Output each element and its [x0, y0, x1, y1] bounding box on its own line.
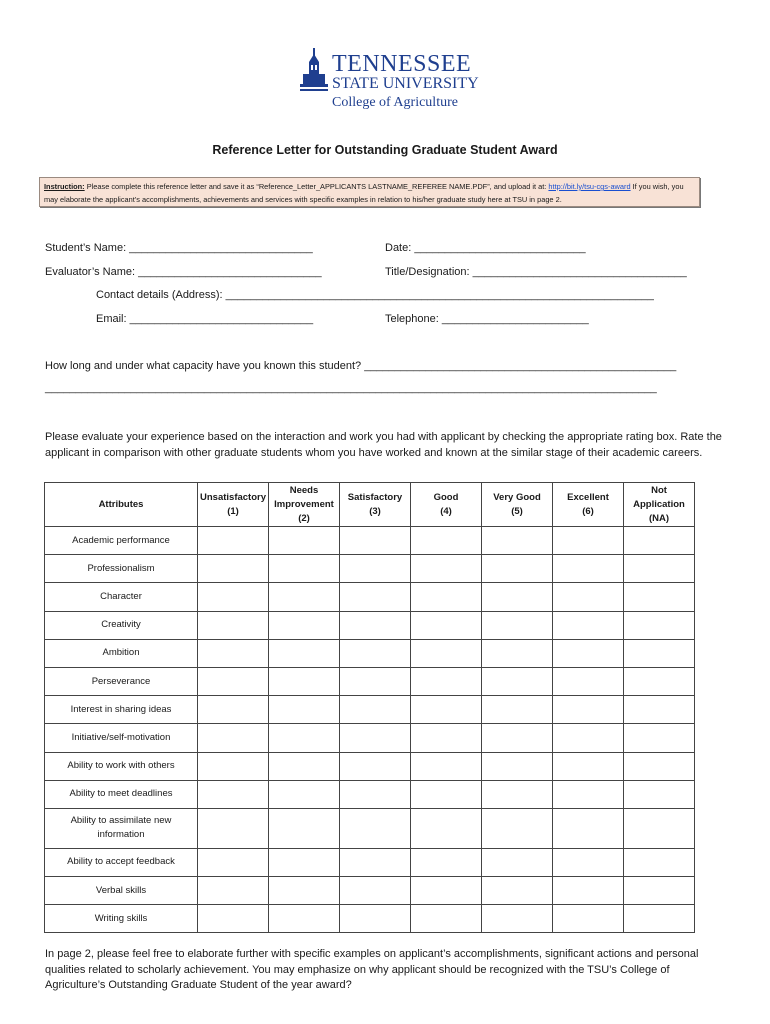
rating-checkbox-cell[interactable]: [553, 527, 624, 555]
rating-checkbox-cell[interactable]: [411, 848, 482, 876]
rating-checkbox-cell[interactable]: [482, 848, 553, 876]
rating-checkbox-cell[interactable]: [340, 780, 411, 808]
rating-header-text: (2): [298, 512, 310, 524]
known-duration-answer-line[interactable]: ____________________________________________________________________________________________________: [45, 382, 657, 394]
rating-checkbox-cell[interactable]: [269, 808, 340, 848]
rating-checkbox-cell[interactable]: [340, 555, 411, 583]
rating-checkbox-cell[interactable]: [198, 848, 269, 876]
rating-checkbox-cell[interactable]: [411, 527, 482, 555]
rating-table: [44, 482, 695, 933]
rating-checkbox-cell[interactable]: [553, 611, 624, 639]
attribute-cell: [45, 583, 198, 611]
table-row: [45, 724, 695, 752]
instruction-label: Instruction:: [44, 182, 85, 191]
rating-checkbox-cell[interactable]: [482, 877, 553, 905]
rating-header-text: (3): [369, 505, 381, 517]
known-duration-question[interactable]: How long and under what capacity have you known this student? ___________________________________________________: [45, 360, 677, 372]
rating-checkbox-cell[interactable]: [340, 905, 411, 933]
table-row: [45, 877, 695, 905]
rating-checkbox-cell[interactable]: [269, 905, 340, 933]
rating-checkbox-cell[interactable]: [624, 724, 695, 752]
table-row: [45, 555, 695, 583]
rating-checkbox-cell[interactable]: [198, 583, 269, 611]
tower-emblem-icon: [300, 48, 330, 92]
rating-checkbox-cell[interactable]: [269, 877, 340, 905]
table-row: [45, 848, 695, 876]
instruction-text-1: Please complete this reference letter and save it as “Reference_Letter_APPLICANTS LASTNAME_REFEREE NAME.PDF”, and upload it at:: [84, 182, 549, 191]
title-designation-field[interactable]: Title/Designation: ___________________________________: [385, 266, 687, 278]
attribute-label: Creativity: [101, 619, 141, 631]
attribute-label: Ability to meet deadlines: [69, 788, 173, 800]
rating-checkbox-cell[interactable]: [269, 583, 340, 611]
rating-checkbox-cell[interactable]: [624, 555, 695, 583]
rating-checkbox-cell[interactable]: [198, 905, 269, 933]
rating-checkbox-cell[interactable]: [553, 555, 624, 583]
rating-checkbox-cell[interactable]: [482, 555, 553, 583]
rating-checkbox-cell[interactable]: [340, 752, 411, 780]
elaboration-instructions: In page 2, please feel free to elaborate further with specific examples on applicant’s accomplishments, significant actions and personal qualities related to scholarly achievement. You may emphasize on why applicant should be recognized with the TSU’s College of Agriculture’s Outstanding Graduate Student of the year award?: [45, 948, 699, 991]
rating-checkbox-cell[interactable]: [411, 905, 482, 933]
rating-checkbox-cell[interactable]: [624, 780, 695, 808]
rating-checkbox-cell[interactable]: [198, 611, 269, 639]
rating-header-text: Satisfactory: [347, 491, 403, 503]
attribute-label: Professionalism: [87, 562, 155, 574]
rating-checkbox-cell[interactable]: [340, 639, 411, 667]
rating-header-text: (1): [227, 505, 239, 517]
rating-header-text: (4): [440, 505, 452, 517]
rating-checkbox-cell[interactable]: [340, 696, 411, 724]
rating-checkbox-cell[interactable]: [340, 724, 411, 752]
rating-header: [198, 483, 269, 527]
rating-header-text: Not: [651, 484, 667, 496]
attribute-cell: [45, 527, 198, 555]
rating-checkbox-cell[interactable]: [411, 639, 482, 667]
rating-checkbox-cell[interactable]: [198, 877, 269, 905]
attribute-label: Academic performance: [72, 534, 170, 546]
attribute-label: Ability to work with others: [67, 760, 175, 772]
telephone-field[interactable]: Telephone: ________________________: [385, 313, 589, 325]
rating-header: [411, 483, 482, 527]
attribute-label: Ambition: [102, 647, 140, 659]
rating-header-text: (6): [582, 505, 594, 517]
rating-checkbox-cell[interactable]: [482, 724, 553, 752]
attribute-cell: [45, 555, 198, 583]
rating-checkbox-cell[interactable]: [553, 905, 624, 933]
university-logo: [300, 48, 500, 110]
rating-checkbox-cell[interactable]: [269, 611, 340, 639]
date-field[interactable]: Date: ____________________________: [385, 242, 586, 254]
table-row: [45, 611, 695, 639]
rating-header: [482, 483, 553, 527]
table-row: [45, 696, 695, 724]
rating-checkbox-cell[interactable]: [269, 780, 340, 808]
rating-checkbox-cell[interactable]: [624, 752, 695, 780]
rating-header: [553, 483, 624, 527]
rating-checkbox-cell[interactable]: [553, 877, 624, 905]
rating-header-text: (5): [511, 505, 523, 517]
rating-checkbox-cell[interactable]: [411, 611, 482, 639]
rating-checkbox-cell[interactable]: [269, 667, 340, 695]
attribute-label-continued: information: [97, 829, 145, 841]
rating-checkbox-cell[interactable]: [624, 527, 695, 555]
rating-checkbox-cell[interactable]: [269, 848, 340, 876]
table-row: [45, 639, 695, 667]
attribute-label: Verbal skills: [95, 884, 147, 896]
rating-checkbox-cell[interactable]: [340, 611, 411, 639]
attribute-cell: [45, 848, 198, 876]
table-row: [45, 583, 695, 611]
instruction-box: [39, 177, 700, 207]
rating-checkbox-cell[interactable]: [411, 583, 482, 611]
attribute-label: Ability to assimilate new: [70, 815, 172, 827]
attribute-label: Character: [100, 590, 142, 602]
table-row: [45, 808, 695, 848]
rating-checkbox-cell[interactable]: [482, 611, 553, 639]
table-row: [45, 527, 695, 555]
student-name-field[interactable]: Student’s Name: ______________________________: [45, 242, 313, 254]
logo-line-3: College of Agriculture: [332, 95, 458, 110]
rating-header: [340, 483, 411, 527]
rating-checkbox-cell[interactable]: [482, 808, 553, 848]
rating-header-text: Excellent: [567, 491, 609, 503]
rating-checkbox-cell[interactable]: [411, 555, 482, 583]
attribute-label: Writing skills: [94, 912, 148, 924]
rating-checkbox-cell[interactable]: [198, 724, 269, 752]
rating-checkbox-cell[interactable]: [269, 724, 340, 752]
rating-checkbox-cell[interactable]: [411, 667, 482, 695]
page-title: Reference Letter for Outstanding Graduate Student Award: [212, 143, 558, 157]
rating-checkbox-cell[interactable]: [269, 639, 340, 667]
instruction-text-2: If you wish, you may elaborate the applicant’s accomplishments, achievements and services with specific examples in relation to his/her graduate study here at TSU in page 2.: [44, 182, 684, 204]
rating-checkbox-cell[interactable]: [411, 780, 482, 808]
rating-table-body: [45, 527, 695, 933]
rating-header-text: (NA): [648, 512, 670, 524]
rating-checkbox-cell[interactable]: [482, 780, 553, 808]
rating-checkbox-cell[interactable]: [624, 667, 695, 695]
attribute-cell: [45, 696, 198, 724]
rating-checkbox-cell[interactable]: [198, 780, 269, 808]
rating-checkbox-cell[interactable]: [624, 696, 695, 724]
email-field[interactable]: Email: ______________________________: [96, 313, 314, 325]
attributes-header: Attributes: [45, 483, 198, 527]
rating-checkbox-cell[interactable]: [553, 780, 624, 808]
rating-checkbox-cell[interactable]: [482, 527, 553, 555]
rating-checkbox-cell[interactable]: [482, 752, 553, 780]
rating-checkbox-cell[interactable]: [198, 639, 269, 667]
attribute-cell: [45, 667, 198, 695]
table-header-row: [45, 483, 695, 527]
rating-checkbox-cell[interactable]: [269, 696, 340, 724]
rating-checkbox-cell[interactable]: [198, 808, 269, 848]
rating-checkbox-cell[interactable]: [624, 905, 695, 933]
table-row: [45, 905, 695, 933]
attribute-cell: [45, 808, 198, 848]
evaluation-instructions: Please evaluate your experience based on the interaction and work you had with applicant by checking the appropriate rating box. Rate the applicant in comparison with other graduate students whom you have worked and known at the similar stage of their academic careers.: [45, 431, 722, 459]
rating-checkbox-cell[interactable]: [624, 639, 695, 667]
rating-header-text: Good: [433, 491, 459, 503]
rating-checkbox-cell[interactable]: [482, 583, 553, 611]
rating-checkbox-cell[interactable]: [482, 696, 553, 724]
rating-checkbox-cell[interactable]: [624, 877, 695, 905]
attribute-cell: [45, 752, 198, 780]
rating-checkbox-cell[interactable]: [340, 877, 411, 905]
attribute-label: Ability to accept feedback: [67, 856, 175, 868]
rating-header-text: Unsatisfactory: [200, 491, 266, 503]
attribute-cell: [45, 877, 198, 905]
attribute-cell: [45, 611, 198, 639]
rating-checkbox-cell[interactable]: [482, 905, 553, 933]
rating-checkbox-cell[interactable]: [340, 667, 411, 695]
rating-checkbox-cell[interactable]: [340, 808, 411, 848]
logo-line-2: STATE UNIVERSITY: [332, 75, 479, 92]
logo-line-1: TENNESSEE: [332, 51, 472, 77]
rating-header: [624, 483, 695, 527]
rating-checkbox-cell[interactable]: [198, 696, 269, 724]
upload-link[interactable]: http://bit.ly/tsu-cgs-award: [548, 182, 631, 191]
rating-checkbox-cell[interactable]: [411, 696, 482, 724]
attribute-cell: [45, 780, 198, 808]
rating-header-text: Needs: [289, 484, 319, 496]
table-row: [45, 667, 695, 695]
rating-checkbox-cell[interactable]: [198, 555, 269, 583]
rating-checkbox-cell[interactable]: [411, 877, 482, 905]
rating-checkbox-cell[interactable]: [553, 667, 624, 695]
attribute-cell: [45, 639, 198, 667]
rating-checkbox-cell[interactable]: [198, 667, 269, 695]
rating-header: [269, 483, 340, 527]
rating-checkbox-cell[interactable]: [411, 808, 482, 848]
rating-checkbox-cell[interactable]: [553, 583, 624, 611]
rating-checkbox-cell[interactable]: [624, 583, 695, 611]
rating-checkbox-cell[interactable]: [411, 752, 482, 780]
rating-checkbox-cell[interactable]: [553, 752, 624, 780]
attribute-label: Interest in sharing ideas: [70, 703, 172, 715]
rating-checkbox-cell[interactable]: [340, 583, 411, 611]
rating-checkbox-cell[interactable]: [269, 527, 340, 555]
rating-checkbox-cell[interactable]: [340, 527, 411, 555]
table-row: [45, 752, 695, 780]
rating-checkbox-cell[interactable]: [482, 639, 553, 667]
attribute-label: Perseverance: [91, 675, 151, 687]
contact-address-field[interactable]: Contact details (Address): ______________________________________________________________________: [96, 289, 654, 301]
rating-checkbox-cell[interactable]: [624, 848, 695, 876]
attribute-cell: [45, 724, 198, 752]
rating-header-text: Application: [633, 498, 685, 510]
rating-checkbox-cell[interactable]: [269, 752, 340, 780]
rating-checkbox-cell[interactable]: [624, 808, 695, 848]
rating-header-text: Very Good: [493, 491, 541, 503]
rating-checkbox-cell[interactable]: [482, 667, 553, 695]
evaluator-name-field[interactable]: Evaluator’s Name: ______________________________: [45, 266, 322, 278]
rating-checkbox-cell[interactable]: [553, 808, 624, 848]
rating-checkbox-cell[interactable]: [553, 848, 624, 876]
rating-checkbox-cell[interactable]: [340, 848, 411, 876]
attribute-label: Initiative/self-motivation: [71, 731, 171, 743]
rating-checkbox-cell[interactable]: [553, 639, 624, 667]
rating-checkbox-cell[interactable]: [411, 724, 482, 752]
rating-checkbox-cell[interactable]: [624, 611, 695, 639]
attribute-cell: [45, 905, 198, 933]
table-row: [45, 780, 695, 808]
rating-checkbox-cell[interactable]: [553, 724, 624, 752]
rating-checkbox-cell[interactable]: [553, 696, 624, 724]
rating-header-text: Improvement: [274, 498, 334, 510]
rating-checkbox-cell[interactable]: [198, 527, 269, 555]
rating-checkbox-cell[interactable]: [269, 555, 340, 583]
rating-checkbox-cell[interactable]: [198, 752, 269, 780]
